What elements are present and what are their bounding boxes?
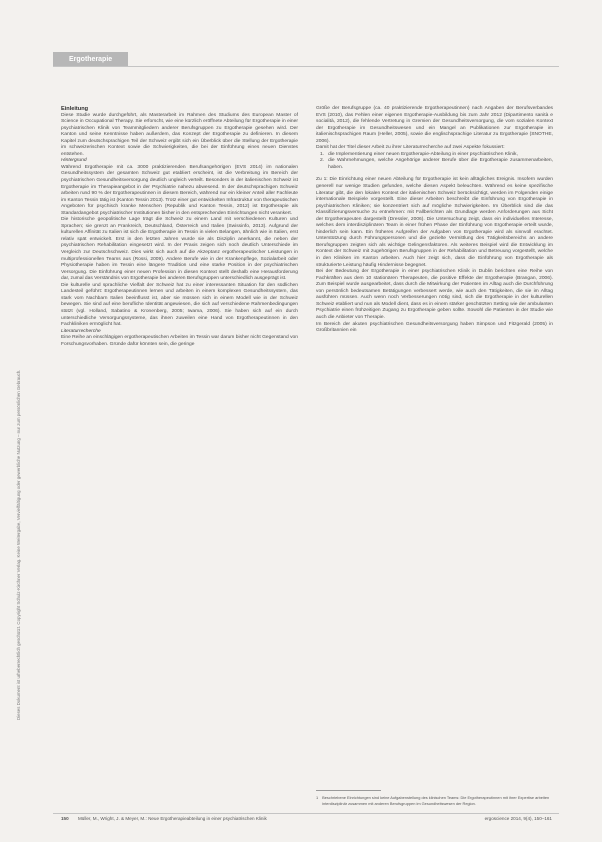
right-paragraph-1: Größe der Berufsgruppe (ca. 40 praktizierende Ergotherapeutinnen) nach Angaben der Berufsverbandes EVS (2010), das Fehlen einer eigenen Ergotherapie-Ausbildung bis zum Jahr 2012 (Dipartimento sanità e socialità, 2012), die fehlende Vertretung in Gremien der Gesundheitsversorgung, die vom sozialen Kontext der Ergotherapie im Gesundheitswesen und ein Mangel an Publikationen zur Ergotherapie im italienischsprachigen Raum (Heller, 2005), sowie die englischsprachige Literatur zu Ergotherapie (SNOTHE, 2006). xyxy=(316,106,553,144)
footnote-rule xyxy=(316,790,381,791)
method-paragraph: Eine Reihe an einschlägigen ergotherapeutischen Arbeiten im Tessin war darum bisher nicht Gegenstand von Forschungsvorhaben. Gründe dafür könnten sein, die geringe xyxy=(61,335,298,347)
background-heading: Hintergrund xyxy=(61,158,87,164)
copyright-side-note: Dieses Dokument ist urheberrechtlich geschützt. Copyright Schulz-Kirchner Verlag. Keine Weitergabe, Vervielfältigung oder gewerbliche Nutzung – nur zum persönlichen Gebrauch. xyxy=(16,369,21,720)
list-text: die Wahrnehmungen, welche Angehörige anderer Berufe über die Ergotherapie zusammenarbeiten, haben. xyxy=(328,158,553,170)
section-tab: Ergotherapie xyxy=(53,52,128,67)
list-item xyxy=(320,158,553,171)
right-paragraph-4: Bei der Bedeutung der Ergotherapie in einer psychiatrischen Klinik in Dublin berichten eine Reihe von Fachkräften aus dem 10 stationären Therapeuten, die positive Effekte der Ergotherapie (Brangan, 2006). Zum Beispiel wurde ausgearbeitet, dass durch die Mitwirkung der Patienten im Alltag auch die Durchführung von persönlich bedeutsamen Betätigungen verbessert werde, wie auch den Tätigkeiten, die sie im Alltag ausführen müssen. Auch wenn noch Verbesserungen nötig sind, sich die Ergotherapie in der kulturellen Schweiz etabliert und nun als Modell dient, dass es in einem stärker geschützten Setting wie der ambulanten Psychiatrie einen frühzeitigen Zugang zu Ergotherapie geben sollte. Sowohl die Patienten in der Studie wie auch die Anbieter von Therapie. xyxy=(316,269,553,320)
method-heading: Literaturrecherche xyxy=(61,328,101,334)
footer-authors: Müller, M., Wright, J. & Meyer, M.: Neue Ergotherapieabteilung in einer psychiatrischen Klinik xyxy=(77,816,267,821)
intro-paragraph: Diese Studie wurde durchgeführt, als Masterarbeit im Rahmen des Studiums des European Master of Science in Occupational Therapy. Sie erforscht, wie eine kürzlich eröffnete Abteilung für Ergotherapie in einer psychiatrischen Klinik von Teammitgliedern anderer Berufsgruppen zu Ergotherapie gesehen wird. Der Kanton und seine Kenntnisse haben außerdem, das Konzept der Ergotherapie zu definieren. In diesem Kapitel zum deutschsprachigen Teil der Schweiz ergibt sich ein Überblick über die Stellung der Ergotherapie im schweizerischen Kontext sowie die Schwierigkeiten, die bei der Einführung eines neuen Dienstes entstehen. xyxy=(61,112,298,157)
footer-rule xyxy=(53,813,559,814)
page-number: 150 xyxy=(61,816,69,821)
footer-journal: ergoscience 2014, 9(4), 150–161 xyxy=(484,816,552,821)
footnote-number: 1 xyxy=(316,795,319,800)
list-text: die Implementierung einer neuen Ergotherapie-Abteilung in einer psychiatrischen Klinik, xyxy=(328,151,518,157)
footer-citation xyxy=(61,816,267,821)
list-number: 1. xyxy=(320,151,325,157)
history-paragraph: Die historische geopolitische Lage trägt die Schweiz zu einem Land mit verschiedenen Kulturen und Sprachen; sie grenzt an Frankreich, Deutschland, Österreich und Italien (Swissinfo, 2013). Aufgrund der kulturellen Affinität zu Italien ist sich die Ergotherapie im Tessin in vielen Belangen, ähnlich wie in Italien, erst relativ spät entwickelt. Erst in den letzten Jahren wurde sie als Disziplin anerkannt, die neben der psychiatrischen Rehabilitation eingesetzt wird. In der Praxis zeigen sich noch deutlich Unterschiede im Vergleich zur Deutschschweiz. Dies wirkt sich auch auf die Akzeptanz ergotherapeutischer Leistungen in multiprofessionellen Teams aus (Rossi, 2009). Andere Berufe wie in der Krankenpflege, Sozialarbeit oder Physiotherapie haben im Tessin eine längere Tradition und eine starke Position in der psychiatrischen Versorgung. Die Einführung einer neuen Profession in diesen Kontext stellt deshalb eine Herausforderung dar, zumal das Verständnis von Ergotherapie bei anderen Berufsgruppen unterschiedlich ausgeprägt ist. xyxy=(61,217,298,282)
header-rule xyxy=(53,66,559,67)
practice-paragraph: Die kulturelle und sprachliche Vielfalt der Schweiz hat zu einer interessanten Situation für den südlichen Landesteil geführt: Ergotherapeutinnen lernen und arbeiten in einem komplexen Gesundheitssystem, das stark vom Nachbarn Italien beeinflusst ist, aber sie müssen sich in einem Modell wie in der Schweiz bewegen. Sie sind auf eine berufliche Identität angewiesen, die sich auf verschiedene Rahmenbedingungen stützt (vgl. Holland, Sabatino & Kronenberg, 2005; Iwama, 2006). Sie haben sich auf ein durch unterschiedliche Versorgungssysteme, das ihnen zuweilen eine Hand von Ergotherapeutinnen in den Fachkliniken ermöglicht hat. xyxy=(61,282,298,328)
left-column xyxy=(61,106,298,348)
right-paragraph-2: Damit hat der Titel dieser Arbeit zu ihrer Literaturrecherche auf zwei Aspekte fokussiert: xyxy=(316,145,505,151)
right-paragraph-5: Im Bereich der akuten psychiatrischen Gesundheitsversorgung haben Simpson und Fitzgerald (2005) in Großbritannien ein xyxy=(316,321,553,334)
right-paragraph-3: Zu 1: Die Einrichtung einer neuen Abteilung für Ergotherapie ist kein alltägliches Ereignis. Insofern wurden generell nur wenige Studien gefunden, welche diesen Aspekt beleuchten. Während es keine spezifische Literatur gibt, die den lokalen Kontext der italienischen Schweiz berücksichtigt, werden im Folgenden einige internationale Beispiele vorgestellt. Eine dieser Arbeiten beschreibt die Einführung von Ergotherapie in psychiatrischen Kliniken; sie konzentriert sich auf mögliche Schwierigkeiten. Im Überblick sind die das Klassifizierungsversuche zu entnehmen: mit Fallberichten als Grundlage werden Anforderungen aus Sicht der Ergotherapeuten dargestellt (Dressler, 2006). Die Untersuchung zeigt, dass ein individuelles Interesse, welches dem interdisziplinären Team in einer frühen Phase der Einführung von Ergotherapie erteilt wurde, hinderlich sein kann. Ein früheres Aufgreifen der Aufgaben von Ergotherapie wird als sinnvoll erachtet. Unterstützung durch Führungspersonen und die gezielte Vermittlung des Tätigkeitsbereichs an andere Berufsgruppen zeigten sich als wichtige Gelingensfaktoren. Als weiteres Beispiel wird die Entwicklung im Kontext der Schweiz mit zugehörigen Berufsgruppen in der Rehabilitation und Betreuung vorgestellt, welche in den Kliniken im Kanton arbeiten. Auch hier zeigt sich, dass die Einführung von Ergotherapie als strukturierte Leistung häufig Hindernisse begegnet. xyxy=(316,177,553,268)
list-number: 2. xyxy=(320,158,325,164)
right-column xyxy=(316,106,553,335)
background-paragraph: Während Ergotherapie mit ca. 3000 praktizierenden Berufsangehörigen (EVS 2014) im nationalen Gesundheitssystem der gesamten Schweiz gut etabliert erscheint, ist die Verbreitung im Bereich der psychiatrischen Gesundheitsversorgung deutlich ungleich verteilt. Besonders in der italienischen Schweiz ist Ergotherapie im Therapieangebot in der Psychiatrie nahezu abwesend. In der deutschsprachigen Schweiz arbeiten rund 90 % der Ergotherapeutinnen in diesem Bereich, während nur ein kleiner Anteil aller Fachleute im Kanton Tessin tätig ist (Kanton Tessin 2013). Trotz einer gut entwickelten Infrastruktur von therapeutischen Angeboten für psychisch kranke Menschen (Republik und Kanton Tessin, 2012) ist Ergotherapie als Standardangebot psychiatrischer Institutionen bisher in den entsprechenden Einrichtungen nicht verankert. xyxy=(61,164,298,216)
intro-heading: Einleitung xyxy=(61,106,89,112)
footnote-text: Beschriebene Einrichtungen sind keine Aufgabenstellung des klinischen Teams: Die Ergotherapeutinnen mit ihrer Expertise arbeiten interdisziplinär zusammen mit anderen Berufsgruppen im Gesundheitswesen der Region. xyxy=(322,795,550,806)
footnote xyxy=(316,795,553,806)
